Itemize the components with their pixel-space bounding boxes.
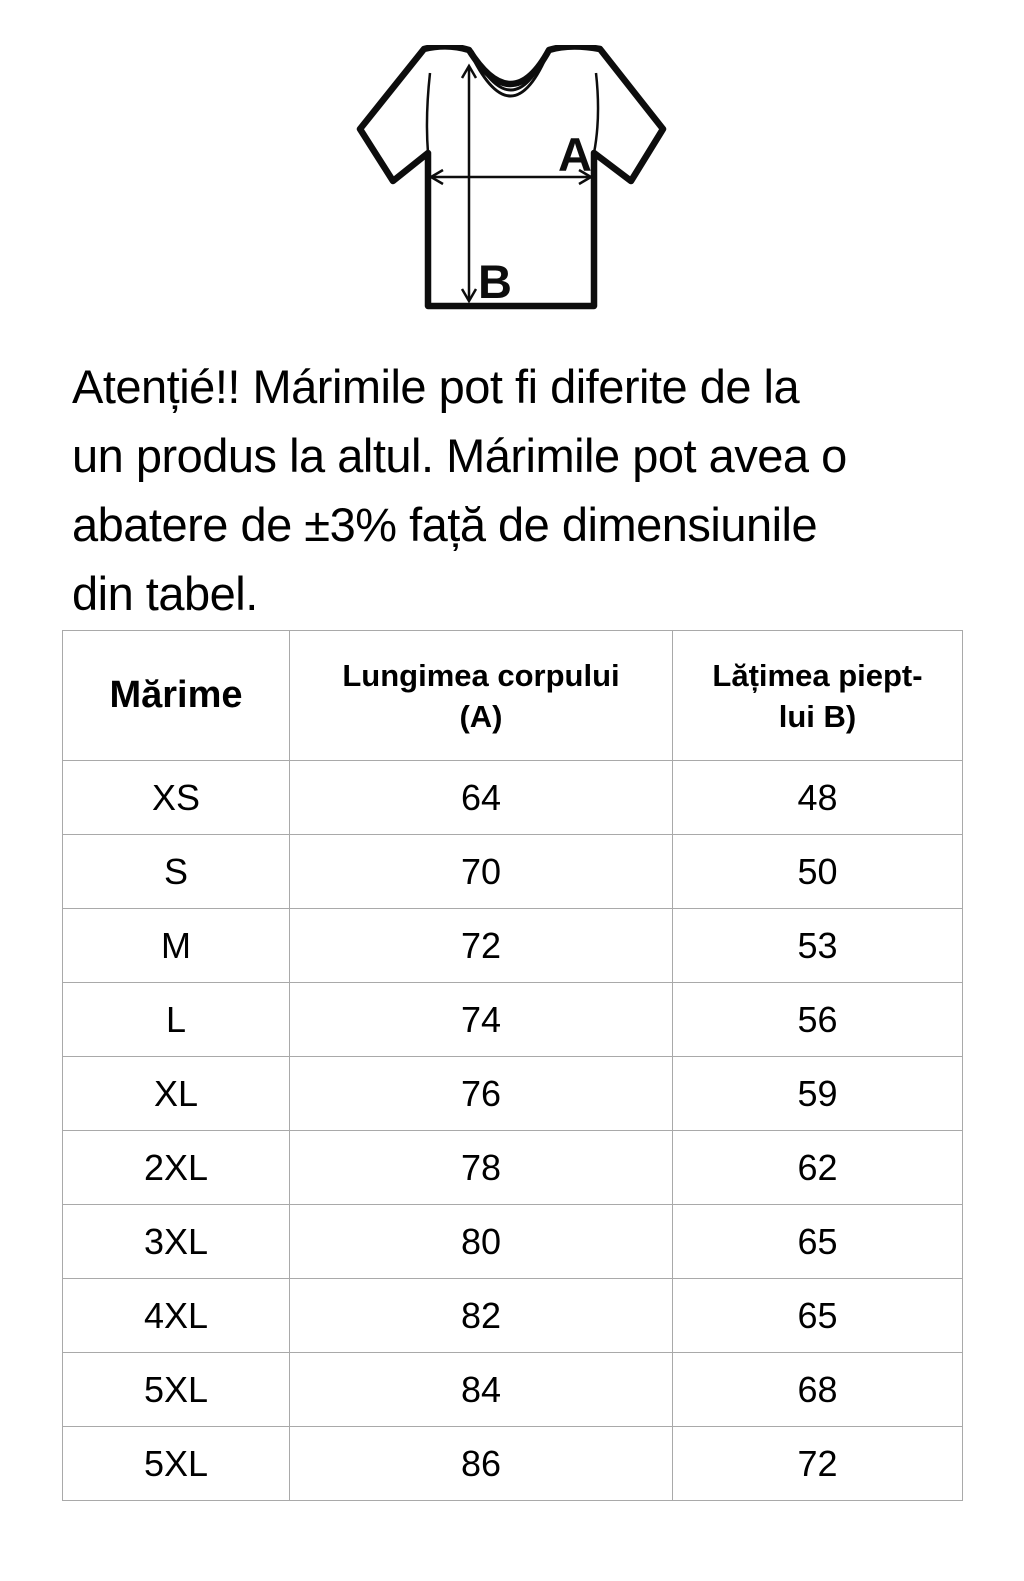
column-header-width_b: [673, 631, 963, 761]
cell-width_b: 72: [673, 1427, 963, 1501]
column-header-line: lui B): [778, 698, 857, 734]
cell-length_a: 64: [290, 761, 673, 835]
cell-size: 3XL: [63, 1205, 290, 1279]
size-table: [62, 630, 963, 1501]
size-table-header: [63, 631, 963, 761]
warning-line: abatere de ±3% față de dimensiunile: [72, 498, 818, 551]
cell-length_a: 82: [290, 1279, 673, 1353]
cell-length_a: 86: [290, 1427, 673, 1501]
cell-size: 5XL: [63, 1353, 290, 1427]
warning-line: din tabel.: [72, 567, 258, 620]
column-header-line: (A): [459, 698, 503, 734]
cell-length_a: 80: [290, 1205, 673, 1279]
size-warning-text: [72, 352, 968, 628]
cell-length_a: 74: [290, 983, 673, 1057]
cell-length_a: 70: [290, 835, 673, 909]
table-row: [63, 835, 963, 909]
size-table-body: [63, 761, 963, 1501]
column-header-size: [63, 631, 290, 761]
table-row: [63, 1353, 963, 1427]
size-guide-page: [0, 45, 1024, 1501]
warning-line: Atențié!! Márimile pot fi diferite de la: [72, 360, 800, 413]
cell-width_b: 50: [673, 835, 963, 909]
table-row: [63, 909, 963, 983]
cell-size: 4XL: [63, 1279, 290, 1353]
cell-length_a: 84: [290, 1353, 673, 1427]
column-header-length_a: [290, 631, 673, 761]
cell-width_b: 48: [673, 761, 963, 835]
table-row: [63, 1205, 963, 1279]
table-row: [63, 1279, 963, 1353]
measurement-label-b: B: [478, 255, 512, 308]
header-row: [63, 631, 963, 761]
cell-size: 5XL: [63, 1427, 290, 1501]
cell-width_b: 56: [673, 983, 963, 1057]
cell-width_b: 65: [673, 1205, 963, 1279]
cell-size: L: [63, 983, 290, 1057]
measurement-label-a: A: [558, 128, 592, 181]
cell-size: XL: [63, 1057, 290, 1131]
column-header-line: Mărime: [109, 674, 243, 716]
cell-length_a: 78: [290, 1131, 673, 1205]
cell-width_b: 59: [673, 1057, 963, 1131]
warning-line: un produs la altul. Márimile pot avea o: [72, 429, 847, 482]
cell-size: M: [63, 909, 290, 983]
table-row: [63, 1427, 963, 1501]
table-row: [63, 761, 963, 835]
tshirt-measurement-diagram: [356, 45, 668, 313]
column-header-line: Lățimea piept-: [712, 657, 923, 693]
cell-size: S: [63, 835, 290, 909]
cell-width_b: 65: [673, 1279, 963, 1353]
table-row: [63, 983, 963, 1057]
cell-length_a: 76: [290, 1057, 673, 1131]
table-row: [63, 1057, 963, 1131]
column-header-line: Lungimea corpului: [342, 657, 620, 693]
cell-width_b: 68: [673, 1353, 963, 1427]
cell-size: XS: [63, 761, 290, 835]
cell-width_b: 53: [673, 909, 963, 983]
cell-width_b: 62: [673, 1131, 963, 1205]
table-row: [63, 1131, 963, 1205]
cell-size: 2XL: [63, 1131, 290, 1205]
tshirt-outline-icon: [356, 45, 668, 313]
cell-length_a: 72: [290, 909, 673, 983]
